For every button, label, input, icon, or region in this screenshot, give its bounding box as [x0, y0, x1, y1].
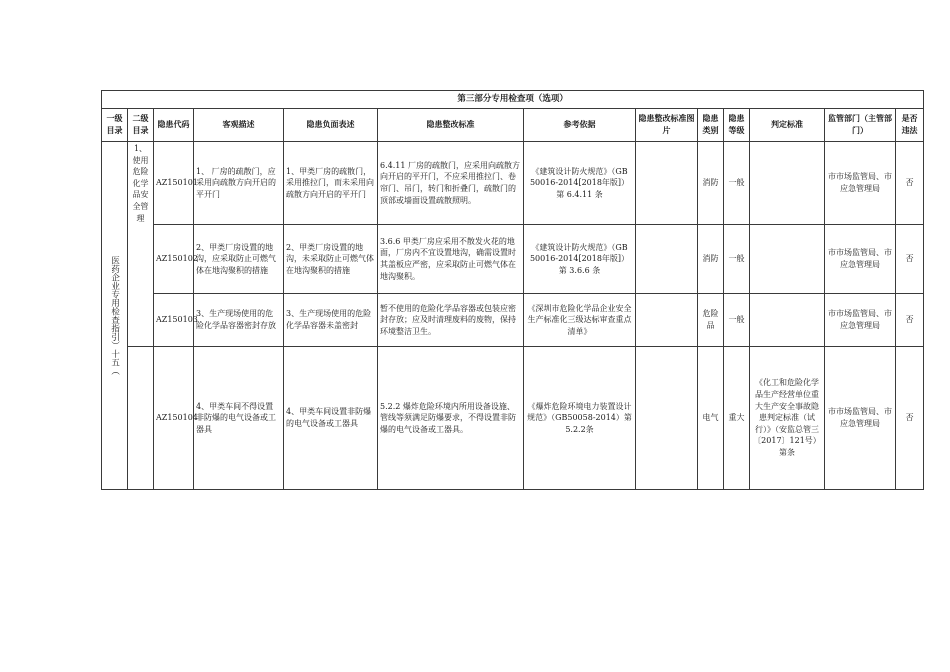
- level2-cell: [128, 142, 154, 347]
- table-title: 第三部分专用检查项（选项）: [102, 91, 924, 109]
- row-level: 一般: [724, 142, 750, 225]
- row-level: 一般: [724, 294, 750, 347]
- row-dept: 市市场监管局、市应急管理局: [825, 347, 896, 490]
- row-violation: 否: [896, 347, 924, 490]
- table-row: [102, 225, 924, 294]
- table-row: [102, 294, 924, 347]
- inspection-table: [101, 90, 924, 490]
- row-basis: 《建筑设计防火规范》（GB 50016-2014[2018年版]）第 3.6.6 条: [524, 225, 636, 294]
- row-violation: 否: [896, 225, 924, 294]
- row-std-image: [636, 347, 698, 490]
- row-dept: 市市场监管局、市应急管理局: [825, 142, 896, 225]
- row-std-image: [636, 225, 698, 294]
- header-objective: 客观描述: [194, 109, 284, 142]
- row-code: AZ150102: [154, 225, 194, 294]
- level1-label: 医药企业专用检查指引）十五（: [109, 256, 120, 375]
- row-standard: 5.2.2 爆炸危险环境内所用设备设施、管线等须满足防爆要求，不得设置非防爆的电气设备或工器具。: [378, 347, 524, 490]
- row-code: AZ150103: [154, 294, 194, 347]
- row-basis: 《爆炸危险环境电力装置设计规范》（GB50058-2014）第5.2.2条: [524, 347, 636, 490]
- header-standard: 隐患整改标准: [378, 109, 524, 142]
- level2-label: 1、使用危险化学品安全管理: [132, 144, 149, 223]
- row-code: AZ150101: [154, 142, 194, 225]
- header-level: 隐患等级: [724, 109, 750, 142]
- header-dept: 监管部门（主管部门）: [825, 109, 896, 142]
- row-basis: 《建筑设计防火规范》（GB 50016-2014[2018年版]）第 6.4.11 条: [524, 142, 636, 225]
- row-objective: 1、 厂房的疏散门，应采用向疏散方向开启的平开门: [194, 142, 284, 225]
- row-level: 重大: [724, 347, 750, 490]
- row-criteria: 《化工和危险化学品生产经营单位重大生产安全事故隐患判定标准（试行）》（安监总管三〔2017〕121号）第条: [750, 347, 825, 490]
- row-std-image: [636, 142, 698, 225]
- header-violation: 是否违法: [896, 109, 924, 142]
- row-objective: 3、生产现场使用的危险化学品容器密封存放: [194, 294, 284, 347]
- row-basis: 《深圳市危险化学品企业安全生产标准化三级达标审查重点清单》: [524, 294, 636, 347]
- row-violation: 否: [896, 294, 924, 347]
- row-negative: 3、生产现场使用的危险化学品容器未盖密封: [284, 294, 378, 347]
- row-dept: 市市场监管局、市应急管理局: [825, 225, 896, 294]
- header-level2: 二级目录: [128, 109, 154, 142]
- row-category: 电气: [698, 347, 724, 490]
- header-std-image: 隐患整改标准图片: [636, 109, 698, 142]
- row-standard: 3.6.6 甲类厂房应采用不散发火花的地面，厂房内不宜设置地沟，确需设置时其盖板应严密，应采取防止可燃气体在地沟聚积。: [378, 225, 524, 294]
- header-row: [102, 109, 924, 142]
- table-row: [102, 347, 924, 490]
- level2-empty: [128, 347, 154, 490]
- row-criteria: [750, 294, 825, 347]
- row-criteria: [750, 142, 825, 225]
- header-negative: 隐患负面表述: [284, 109, 378, 142]
- table-row: [102, 142, 924, 225]
- row-standard: 6.4.11 厂房的疏散门，应采用向疏散方向开启的平开门，不应采用推拉门、卷帘门、吊门，转门和折叠门，疏散门的顶部或墙面设置疏散照明。: [378, 142, 524, 225]
- row-criteria: [750, 225, 825, 294]
- row-objective: 2、甲类厂房设置的地沟，应采取防止可燃气体在地沟聚积的措施: [194, 225, 284, 294]
- row-category: 消防: [698, 225, 724, 294]
- header-basis: 参考依据: [524, 109, 636, 142]
- row-objective: 4、甲类车间不得设置非防爆的电气设备或工器具: [194, 347, 284, 490]
- level1-cell: [102, 142, 128, 490]
- row-category: 消防: [698, 142, 724, 225]
- header-criteria: 判定标准: [750, 109, 825, 142]
- row-violation: 否: [896, 142, 924, 225]
- row-level: 一般: [724, 225, 750, 294]
- row-code: AZ150104: [154, 347, 194, 490]
- header-level1: 一级目录: [102, 109, 128, 142]
- row-std-image: [636, 294, 698, 347]
- row-dept: 市市场监管局、市应急管理局: [825, 294, 896, 347]
- header-code: 隐患代码: [154, 109, 194, 142]
- row-category: 危险品: [698, 294, 724, 347]
- row-negative: 4、甲类车间设置非防爆的电气设备或工器具: [284, 347, 378, 490]
- row-negative: 2、甲类厂房设置的地沟，未采取防止可燃气体在地沟聚积的措施: [284, 225, 378, 294]
- header-category: 隐患类别: [698, 109, 724, 142]
- row-standard: 暂不使用的危险化学品容器或包装应密封存放；应及时清理废料的废物，保持环境整洁卫生。: [378, 294, 524, 347]
- row-negative: 1、甲类厂房的疏散门，采用推拉门，而未采用向疏散方向开启的平开门: [284, 142, 378, 225]
